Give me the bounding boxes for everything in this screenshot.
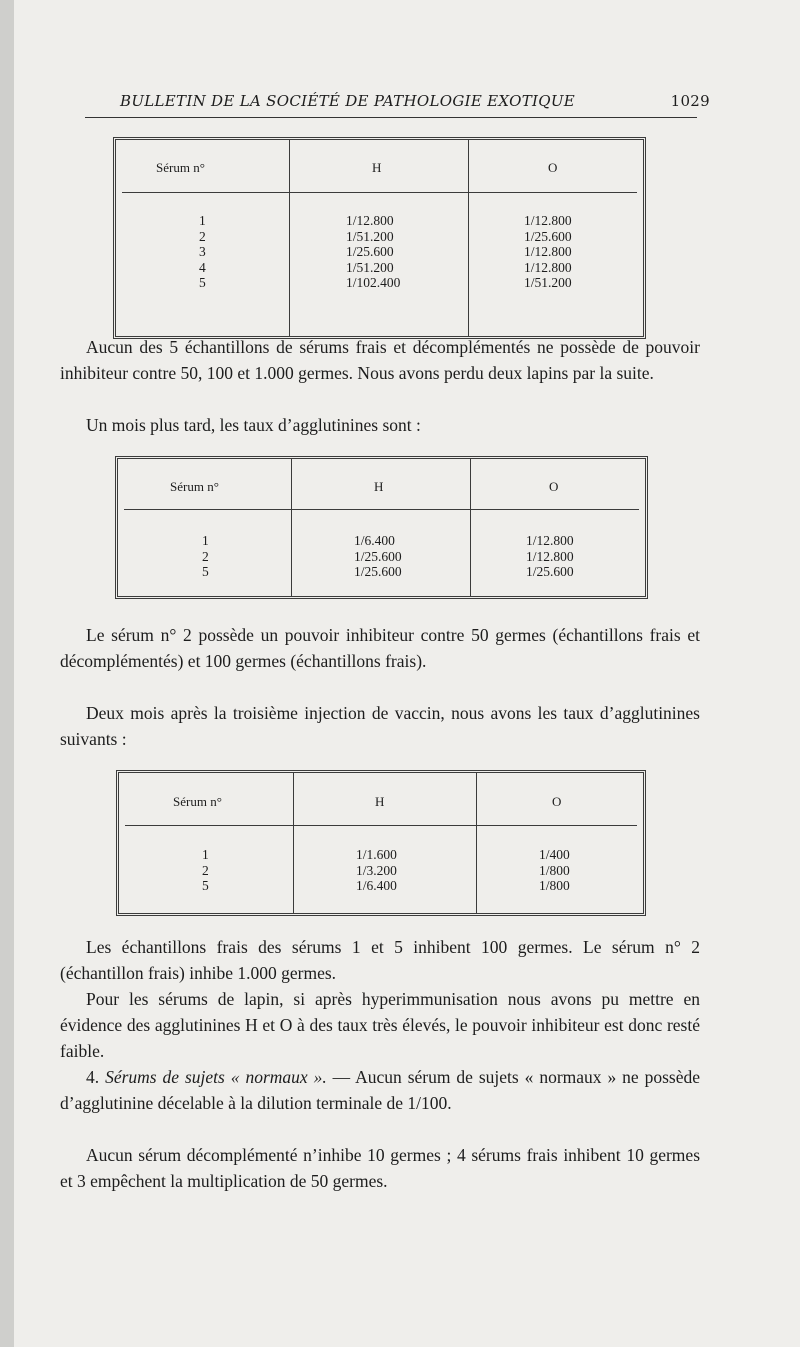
column-header-h: H: [372, 160, 382, 175]
paragraph-1: Aucun des 5 échantillons de sérums frais et décomplémentés ne possède de pouvoir inhibiteur contre 50, 100 et 1.000 germes. Nous avons perdu deux lapins par la suite.: [60, 337, 700, 383]
table-cell: 1/12.800: [524, 244, 572, 259]
table-cell: 1/12.800: [524, 213, 572, 228]
table-cell: 3: [199, 244, 206, 259]
header-rule: [124, 509, 639, 510]
table-cell: 1/800: [539, 862, 570, 878]
column-header-serum: Sérum n°: [156, 160, 205, 175]
table-cell: 1/25.600: [526, 564, 574, 579]
paragraph-5: Les échantillons frais des sérums 1 et 5 inhibent 100 germes. Le sérum n° 2 (échantillon frais) inhibe 1.000 germes.: [60, 937, 700, 983]
table-cell: 1/6.400: [354, 533, 395, 548]
agglutinin-table-3: [116, 770, 646, 916]
table-cell: 2: [202, 548, 209, 564]
column-header-o: O: [552, 794, 562, 809]
column-divider: [476, 773, 477, 913]
table-cell: 1/25.600: [524, 228, 572, 244]
header-rule: [122, 192, 637, 193]
table-cell: 1/12.800: [526, 548, 574, 564]
table-cell: 1/1.600: [356, 847, 397, 862]
table-cell: 1: [199, 213, 206, 228]
table-cell: 1/51.200: [524, 275, 572, 290]
table-cell: 1/25.600: [354, 548, 402, 564]
column-header-serum: Sérum n°: [170, 479, 219, 494]
column-divider: [293, 773, 294, 913]
column-divider: [468, 140, 469, 336]
table-cell: 4: [199, 259, 206, 275]
table-cell: 1/400: [539, 847, 570, 862]
column-header-serum: Sérum n°: [173, 794, 222, 809]
column-header-o: O: [548, 160, 558, 175]
column-header-o: O: [549, 479, 559, 494]
page-number: 1029: [670, 92, 710, 110]
header-rule: [125, 825, 637, 826]
serum-numbers: [202, 847, 209, 894]
table-cell: 1/51.200: [346, 259, 394, 275]
column-header-h: H: [375, 794, 385, 809]
column-divider: [289, 140, 290, 336]
table-cell: 1/12.800: [524, 259, 572, 275]
column-header-h: H: [374, 479, 384, 494]
table-cell: 1/51.200: [346, 228, 394, 244]
h-values: [354, 533, 402, 580]
table-cell: 5: [202, 564, 209, 579]
paragraph-3: Le sérum n° 2 possède un pouvoir inhibiteur contre 50 germes (échantillons frais et décomplémentés) et 100 germes (échantillons frais).: [60, 625, 700, 671]
column-divider: [470, 459, 471, 596]
table-cell: 1: [202, 533, 209, 548]
paragraph-6: Pour les sérums de lapin, si après hyperimmunisation nous avons pu mettre en évidence des agglutinines H et O à des taux très élevés, le pouvoir inhibiteur est donc resté faible.: [60, 989, 700, 1061]
paragraph-4: Deux mois après la troisième injection de vaccin, nous avons les taux d’agglutinines suivants :: [60, 703, 700, 749]
column-divider: [291, 459, 292, 596]
table-cell: 1/12.800: [526, 533, 574, 548]
serum-numbers: [202, 533, 209, 580]
table-cell: 1/3.200: [356, 862, 397, 878]
table-cell: 1: [202, 847, 209, 862]
table-cell: 2: [202, 862, 209, 878]
h-values: [356, 847, 397, 894]
section-text: — Aucun sérum de sujets « normaux » ne possède d’agglutinine décelable à la dilution terminale de 1/100.: [60, 1067, 701, 1113]
table-cell: 1/25.600: [354, 564, 402, 579]
header-rule: [85, 117, 697, 118]
table-cell: 2: [199, 228, 206, 244]
section-heading: Sérums de sujets « normaux ».: [105, 1067, 327, 1087]
journal-title: BULLETIN DE LA SOCIÉTÉ DE PATHOLOGIE EXOTIQUE: [120, 92, 576, 110]
o-values: [539, 847, 570, 894]
paragraph-2: Un mois plus tard, les taux d’agglutinines sont :: [86, 415, 421, 435]
table-cell: 1/800: [539, 878, 570, 893]
section-number: 4.: [86, 1067, 100, 1087]
serum-numbers: [199, 213, 206, 291]
h-values: [346, 213, 400, 291]
table-cell: 1/25.600: [346, 244, 394, 259]
agglutinin-table-1: [113, 137, 646, 339]
table-cell: 1/6.400: [356, 878, 397, 893]
paragraph-7: [60, 1064, 700, 1116]
table-cell: 5: [202, 878, 209, 893]
o-values: [524, 213, 572, 291]
paragraph-8: Aucun sérum décomplémenté n’inhibe 10 germes ; 4 sérums frais inhibent 10 germes et 3 empêchent la multiplication de 50 germes.: [60, 1145, 700, 1191]
table-cell: 1/12.800: [346, 213, 394, 228]
table-cell: 1/102.400: [346, 275, 401, 290]
table-cell: 5: [199, 275, 206, 290]
page-gutter: [0, 0, 14, 1347]
agglutinin-table-2: [115, 456, 648, 599]
o-values: [526, 533, 574, 580]
